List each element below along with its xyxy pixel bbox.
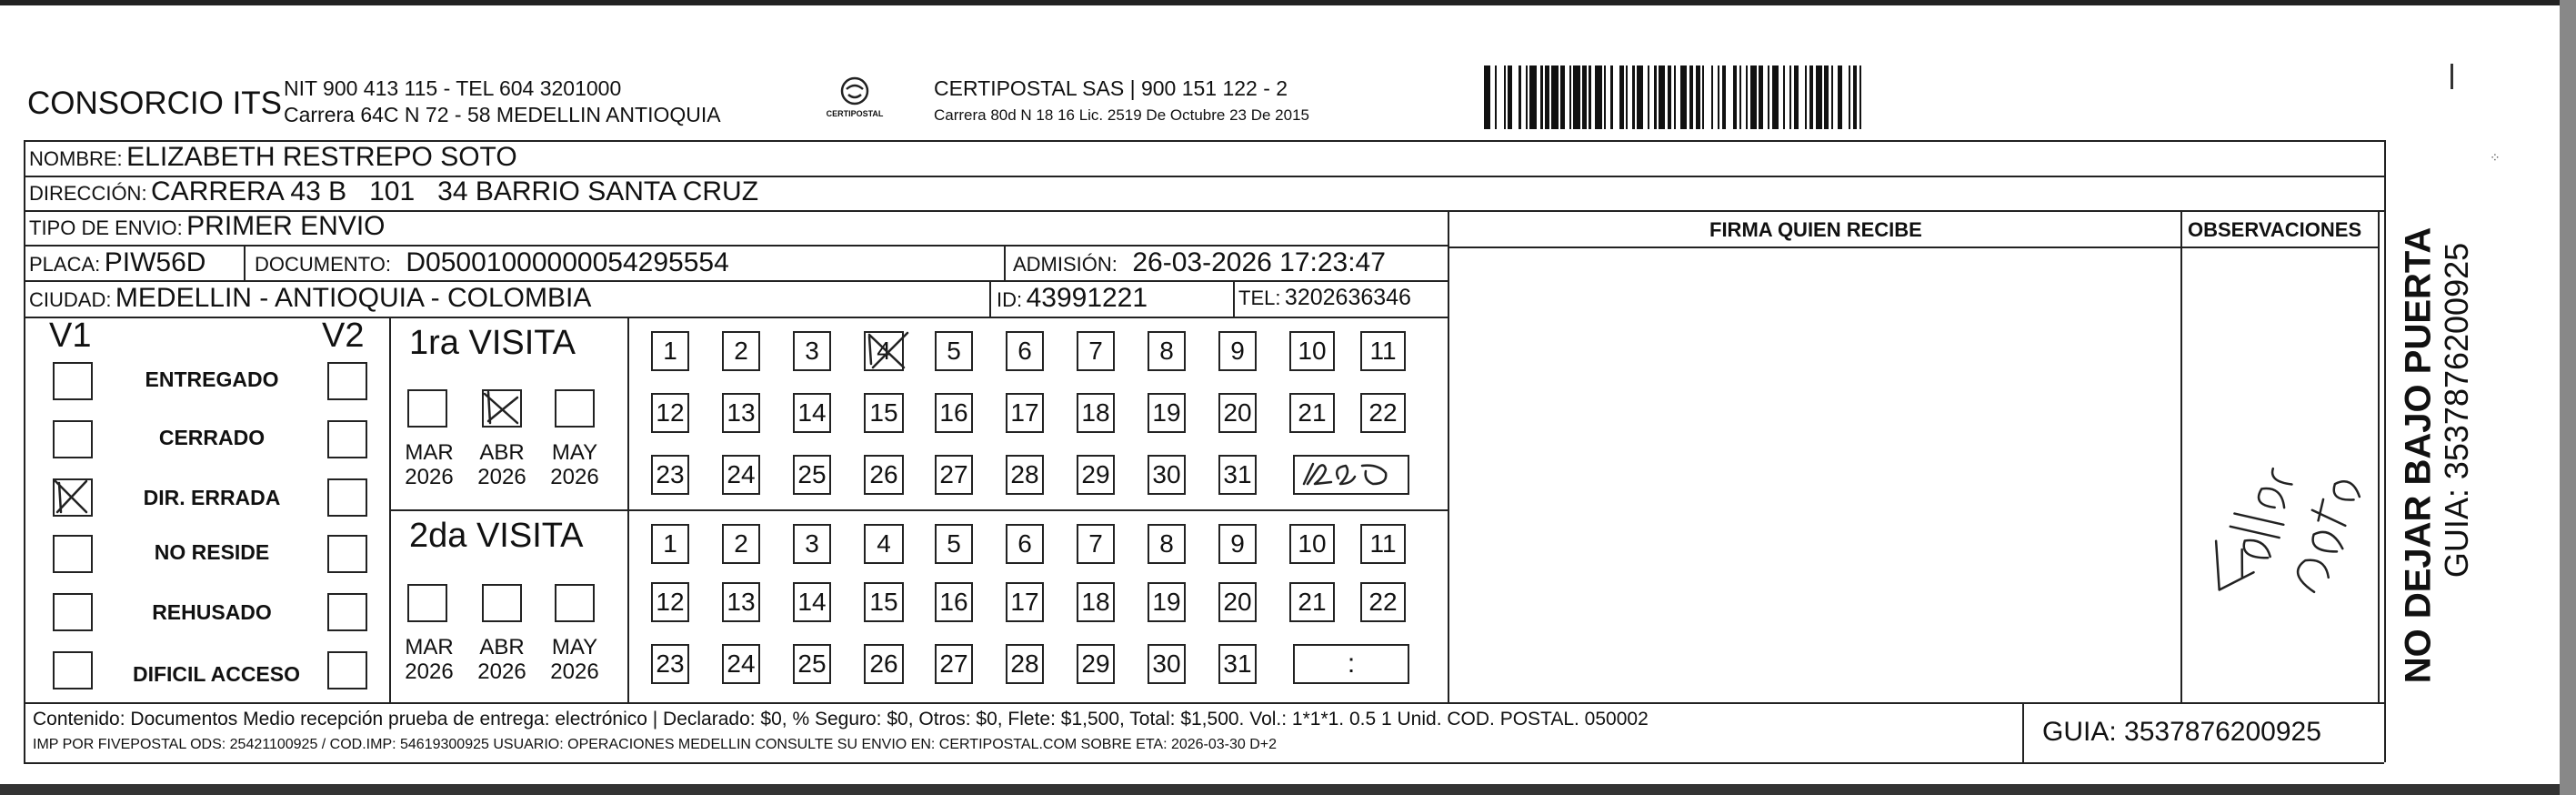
day-number: 17	[1010, 398, 1039, 427]
v1-checkbox-entregado[interactable]	[53, 362, 93, 400]
day-number: 25	[797, 649, 827, 678]
visit-1-day-2[interactable]	[722, 331, 760, 371]
city-label: CIUDAD:	[29, 288, 112, 311]
scan-edge-right	[2560, 0, 2576, 795]
day-number: 24	[727, 460, 756, 488]
visit-2-day-7[interactable]	[1077, 524, 1115, 564]
day-number: 12	[656, 398, 685, 427]
nit-line: NIT 900 413 115 - TEL 604 3201000	[284, 76, 622, 100]
visit-1-day-8[interactable]	[1148, 331, 1186, 371]
x-mark-icon	[860, 327, 915, 373]
day-number: 7	[1088, 337, 1103, 365]
day-number: 21	[1298, 398, 1327, 427]
day-number: 30	[1152, 649, 1181, 678]
day-number: 13	[727, 588, 756, 616]
visit-1-day-9[interactable]	[1218, 331, 1257, 371]
license-line: Carrera 80d N 18 16 Lic. 2519 De Octubre 23 De 2015	[934, 106, 1309, 124]
address-label: DIRECCIÓN:	[29, 182, 147, 205]
day-number: 28	[1010, 460, 1039, 488]
type-row	[29, 211, 386, 242]
day-number: 10	[1298, 337, 1327, 365]
visit-1-time-box[interactable]	[1293, 455, 1409, 495]
visit-2-day-6[interactable]	[1006, 524, 1044, 564]
address-row	[29, 176, 758, 207]
visit-1-day-23[interactable]	[651, 455, 689, 495]
v1-checkbox-no-reside[interactable]	[53, 535, 93, 573]
visit-2-day-11[interactable]	[1360, 524, 1406, 564]
day-number: 14	[797, 588, 827, 616]
name-label: NOMBRE:	[29, 147, 123, 170]
v1-label: V1	[49, 317, 92, 355]
day-number: 18	[1081, 398, 1110, 427]
day-number: 30	[1152, 460, 1181, 488]
day-number: 6	[1017, 337, 1032, 365]
day-number: 4	[877, 529, 891, 558]
day-number: 5	[947, 337, 961, 365]
day-number: 28	[1010, 649, 1039, 678]
brand-name: CONSORCIO ITS	[27, 86, 283, 121]
recipient-address: CARRERA 43 B 101 34 BARRIO SANTA CRUZ	[151, 176, 759, 206]
admission-value: 26-03-2026 17:23:47	[1132, 247, 1386, 277]
status-label-cerrado: CERRADO	[158, 426, 266, 449]
city-row	[29, 283, 591, 314]
day-number: 22	[1368, 588, 1398, 616]
visit-1-day-18[interactable]	[1077, 393, 1115, 433]
day-number: 24	[727, 649, 756, 678]
document-value: D05001000000054295554	[406, 247, 729, 277]
handwritten-observation-icon	[2182, 382, 2373, 673]
id-value: 43991221	[1026, 283, 1148, 313]
name-row	[29, 142, 517, 173]
visit-1-day-11[interactable]	[1360, 331, 1406, 371]
visit-2-day-4[interactable]	[864, 524, 904, 564]
day-number: 25	[797, 460, 827, 488]
visit-1-day-7[interactable]	[1077, 331, 1115, 371]
visit-1-day-24[interactable]	[722, 455, 760, 495]
day-number: 9	[1230, 529, 1245, 558]
day-number: 31	[1223, 460, 1252, 488]
visit-1-day-14[interactable]	[793, 393, 831, 433]
day-number: 23	[656, 649, 685, 678]
v1-checkbox-dir-errada[interactable]	[53, 478, 93, 517]
visit-2-day-22[interactable]	[1360, 582, 1406, 622]
v2-checkbox-cerrado[interactable]	[327, 420, 367, 458]
visit-2-time-box[interactable]: :	[1293, 644, 1409, 684]
day-number: 20	[1223, 398, 1252, 427]
v1-checkbox-cerrado[interactable]	[53, 420, 93, 458]
barcode	[1484, 65, 2202, 129]
day-number: 6	[1017, 529, 1032, 558]
visit-2-month-may-checkbox[interactable]	[555, 584, 595, 622]
visit-2-month-mar: MAR 2026	[405, 635, 454, 684]
visit-2-day-9[interactable]	[1218, 524, 1257, 564]
day-number: 27	[939, 649, 968, 678]
visit-2-day-25[interactable]	[793, 644, 831, 684]
visit-1-day-25[interactable]	[793, 455, 831, 495]
visit-1-day-30[interactable]	[1148, 455, 1186, 495]
visit-2-month-abr-checkbox[interactable]	[482, 584, 522, 622]
visit-2-day-21[interactable]	[1289, 582, 1335, 622]
tel-row	[1238, 285, 1411, 311]
visit-2-day-24[interactable]	[722, 644, 760, 684]
observaciones-label: OBSERVACIONES	[2188, 218, 2362, 241]
visit-2-day-8[interactable]	[1148, 524, 1186, 564]
status-label-dir-errada: DIR. ERRADA	[143, 486, 281, 509]
visit-2-day-30[interactable]	[1148, 644, 1186, 684]
status-label-entregado: ENTREGADO	[145, 367, 279, 391]
visit-2-month-may: MAY 2026	[550, 635, 599, 684]
day-number: 2	[734, 529, 748, 558]
v1-checkbox-rehusado[interactable]	[53, 593, 93, 631]
day-number: 18	[1081, 588, 1110, 616]
visit-2-day-3[interactable]	[793, 524, 831, 564]
day-number: 16	[939, 398, 968, 427]
x-mark-icon	[52, 478, 92, 516]
visit-1-day-22[interactable]	[1360, 393, 1406, 433]
handwritten-time-icon	[1297, 457, 1406, 493]
visit-2-day-18[interactable]	[1077, 582, 1115, 622]
day-number: 1	[663, 529, 677, 558]
scan-edge-bottom	[0, 784, 2576, 795]
visit-1-day-27[interactable]	[935, 455, 973, 495]
visit-1-month-may: MAY 2026	[550, 440, 599, 489]
visit-1-day-31[interactable]	[1218, 455, 1257, 495]
visit-1-day-21[interactable]	[1289, 393, 1335, 433]
certipostal-logo	[814, 73, 896, 124]
city-value: MEDELLIN - ANTIOQUIA - COLOMBIA	[115, 283, 592, 313]
day-number: 3	[805, 337, 819, 365]
visit-2-day-20[interactable]	[1218, 582, 1257, 622]
visit-2-day-19[interactable]	[1148, 582, 1186, 622]
x-mark-icon	[481, 388, 521, 427]
document-row	[255, 247, 729, 278]
visit-1-month-abr-checkbox[interactable]	[482, 389, 522, 428]
day-number: 12	[656, 588, 685, 616]
plate-label: PLACA:	[29, 253, 101, 276]
day-number: 15	[869, 398, 898, 427]
side-warning: NO DEJAR BAJO PUERTA	[2398, 226, 2439, 684]
visit-1-month-mar-checkbox[interactable]	[407, 389, 447, 428]
day-number: 8	[1159, 529, 1174, 558]
v2-checkbox-no-reside[interactable]	[327, 535, 367, 573]
visit-1-month-abr: ABR 2026	[477, 440, 526, 489]
visit-1-day-4[interactable]	[864, 331, 904, 371]
visit-2-day-12[interactable]	[651, 582, 689, 622]
id-row	[997, 283, 1148, 314]
visit-1-day-15[interactable]	[864, 393, 904, 433]
v1-checkbox-dificil-acceso[interactable]	[53, 651, 93, 689]
status-label-no-reside: NO RESIDE	[154, 540, 270, 564]
scan-mark	[2451, 64, 2453, 89]
tel-label: TEL:	[1238, 287, 1281, 309]
day-number: 31	[1223, 649, 1252, 678]
visit-2-day-14[interactable]	[793, 582, 831, 622]
visit-2-day-29[interactable]	[1077, 644, 1115, 684]
day-number: 29	[1081, 460, 1110, 488]
visit-2-month-mar-checkbox[interactable]	[407, 584, 447, 622]
day-number: 10	[1298, 529, 1327, 558]
v2-checkbox-entregado[interactable]	[327, 362, 367, 400]
scan-speck: ⁘	[2490, 150, 2501, 165]
visit-1-day-17[interactable]	[1006, 393, 1044, 433]
visit-2-day-16[interactable]	[935, 582, 973, 622]
day-number: 17	[1010, 588, 1039, 616]
visit-1-day-1[interactable]	[651, 331, 689, 371]
day-number: 11	[1369, 529, 1397, 558]
visit-1-day-12[interactable]	[651, 393, 689, 433]
visit-2-day-13[interactable]	[722, 582, 760, 622]
visit-1-day-29[interactable]	[1077, 455, 1115, 495]
day-number: 19	[1152, 398, 1181, 427]
visit-2-day-10[interactable]	[1289, 524, 1335, 564]
address-line: Carrera 64C N 72 - 58 MEDELLIN ANTIOQUIA	[284, 103, 721, 126]
day-number: 11	[1369, 337, 1397, 365]
day-number: 19	[1152, 588, 1181, 616]
day-number: 3	[805, 529, 819, 558]
document-label: DOCUMENTO:	[255, 253, 391, 276]
visit-1-day-5[interactable]	[935, 331, 973, 371]
visit-1-month-mar: MAR 2026	[405, 440, 454, 489]
visit-1-day-28[interactable]	[1006, 455, 1044, 495]
visit-2-day-23[interactable]	[651, 644, 689, 684]
visit-2-day-26[interactable]	[864, 644, 904, 684]
carrier-line: CERTIPOSTAL SAS | 900 151 122 - 2	[934, 76, 1288, 100]
day-number: 15	[869, 588, 898, 616]
visit-2-day-17[interactable]	[1006, 582, 1044, 622]
v2-checkbox-dificil-acceso[interactable]	[327, 651, 367, 689]
recipient-name: ELIZABETH RESTREPO SOTO	[126, 142, 517, 172]
day-number: 21	[1298, 588, 1327, 616]
day-number: 8	[1159, 337, 1174, 365]
content-line: Contenido: Documentos Medio recepción prueba de entrega: electrónico | Declarado: $0, % Seguro: $0, Otros: $0, Flete: $1,500, Total: $1,500. Vol.: 1*1*1. 0.5 1 Unid. COD. POSTAL. 050002	[33, 709, 1649, 730]
v2-checkbox-dir-errada[interactable]	[327, 478, 367, 517]
imp-line: IMP POR FIVEPOSTAL ODS: 25421100925 / COD.IMP: 54619300925 USUARIO: OPERACIONES MEDELLIN CONSULTE SU ENVIO EN: CERTIPOSTAL.COM SOBRE ETA: 2026-03-30 D+2	[33, 737, 1278, 752]
visit-1-day-13[interactable]	[722, 393, 760, 433]
visit-1-day-26[interactable]	[864, 455, 904, 495]
tel-value: 3202636346	[1284, 285, 1411, 310]
visit-2-day-5[interactable]	[935, 524, 973, 564]
day-number: 26	[869, 460, 898, 488]
status-label-rehusado: REHUSADO	[152, 600, 272, 624]
visit-1-month-may-checkbox[interactable]	[555, 389, 595, 428]
visit-1-day-6[interactable]	[1006, 331, 1044, 371]
shipment-type: PRIMER ENVIO	[186, 211, 386, 241]
visit-2-day-15[interactable]	[864, 582, 904, 622]
day-number: 2	[734, 337, 748, 365]
day-number: 20	[1223, 588, 1252, 616]
day-number: 7	[1088, 529, 1103, 558]
visit-2-title: 2da VISITA	[409, 517, 584, 555]
visit-2-day-1[interactable]	[651, 524, 689, 564]
day-number: 4	[877, 337, 891, 365]
side-guia: GUIA: 3537876200925	[2438, 242, 2475, 579]
plate-value: PIW56D	[104, 247, 206, 277]
day-number: 5	[947, 529, 961, 558]
logo-text: CERTIPOSTAL	[826, 109, 884, 118]
visit-2-month-abr: ABR 2026	[477, 635, 526, 684]
visit-2-day-28[interactable]	[1006, 644, 1044, 684]
day-number: 9	[1230, 337, 1245, 365]
type-label: TIPO DE ENVIO:	[29, 216, 183, 239]
firma-label: FIRMA QUIEN RECIBE	[1709, 218, 1922, 241]
day-number: 26	[869, 649, 898, 678]
admission-label: ADMISIÓN:	[1013, 253, 1118, 276]
plate-row	[29, 247, 205, 278]
scan-edge-top	[0, 0, 2576, 5]
day-number: 27	[939, 460, 968, 488]
visit-2-day-2[interactable]	[722, 524, 760, 564]
visit-2-day-31[interactable]	[1218, 644, 1257, 684]
status-label-dificil-acceso: DIFICIL ACCESO	[132, 662, 300, 686]
id-label: ID:	[997, 288, 1023, 311]
visit-1-title: 1ra VISITA	[409, 324, 576, 362]
visit-1-day-3[interactable]	[793, 331, 831, 371]
day-number: 13	[727, 398, 756, 427]
day-number: 14	[797, 398, 827, 427]
footer-guia: GUIA: 3537876200925	[2042, 717, 2321, 747]
day-number: 1	[663, 337, 677, 365]
day-number: 29	[1081, 649, 1110, 678]
day-number: 22	[1368, 398, 1398, 427]
visit-1-day-16[interactable]	[935, 393, 973, 433]
visit-2-day-27[interactable]	[935, 644, 973, 684]
day-number: 23	[656, 460, 685, 488]
admission-row	[1013, 247, 1386, 278]
visit-1-day-10[interactable]	[1289, 331, 1335, 371]
visit-1-day-19[interactable]	[1148, 393, 1186, 433]
v2-checkbox-rehusado[interactable]	[327, 593, 367, 631]
v2-label: V2	[322, 317, 365, 355]
day-number: 16	[939, 588, 968, 616]
visit-1-day-20[interactable]	[1218, 393, 1257, 433]
